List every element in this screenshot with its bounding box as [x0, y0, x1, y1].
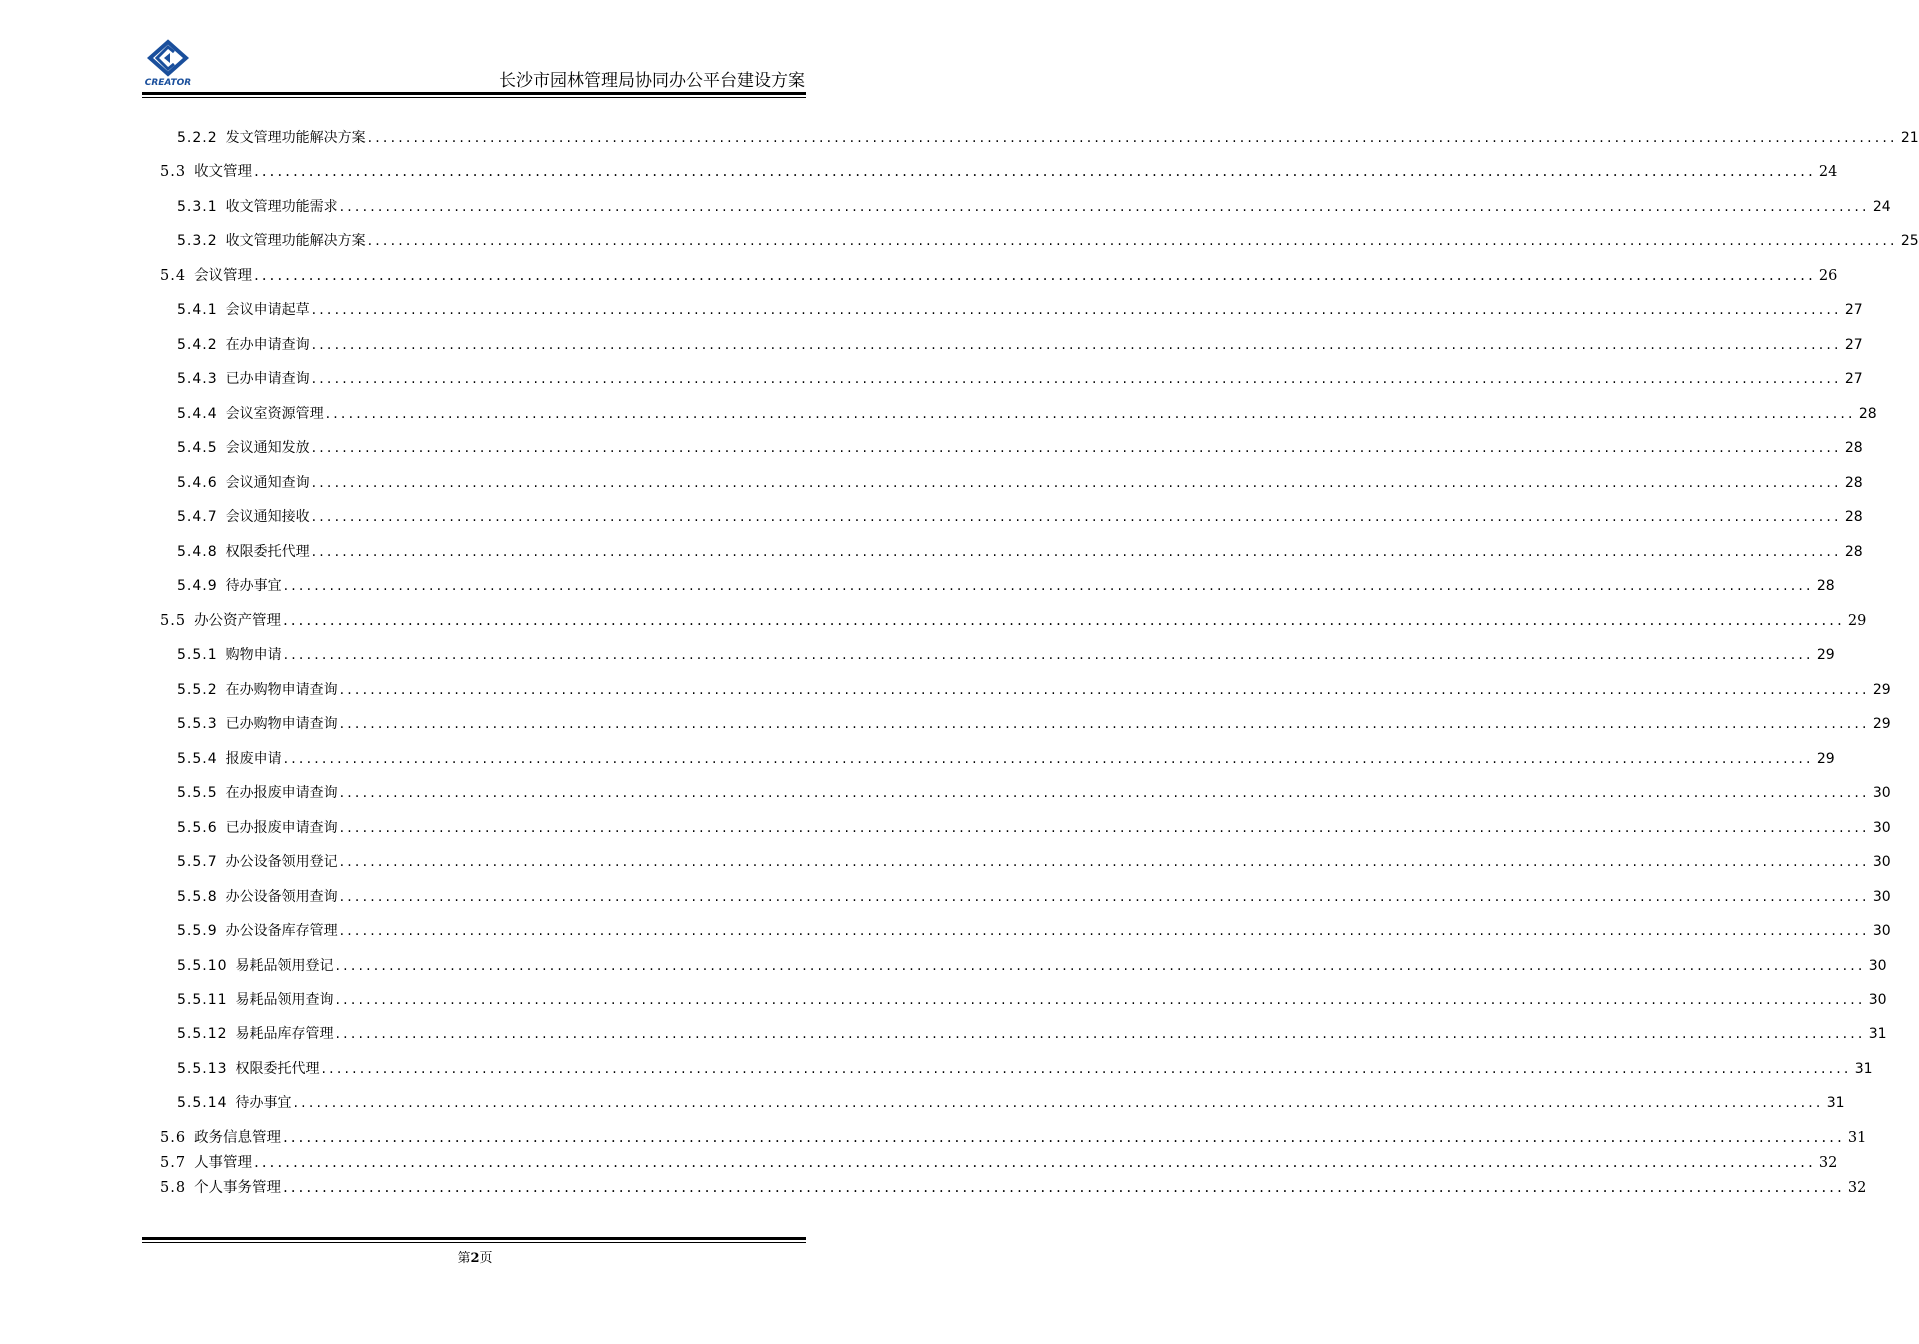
- toc-entry-number: 5.8: [160, 1179, 187, 1196]
- toc-leader-dots: ........................................................................................................................................................................................................: [339, 198, 1870, 215]
- toc-entry[interactable]: [177, 816, 1891, 840]
- toc-entry-title: 已办购物申请查询: [225, 716, 338, 733]
- toc-entry-title: 办公设备领用查询: [225, 888, 338, 905]
- toc-entry-page: 30: [1872, 923, 1891, 940]
- toc-entry[interactable]: [177, 540, 1863, 564]
- toc-entry-page: 27: [1844, 371, 1863, 388]
- toc-entry[interactable]: [177, 678, 1891, 702]
- toc-leader-dots: ........................................................................................................................................................................................................: [335, 1026, 1866, 1043]
- toc-leader-dots: ........................................................................................................................................................................................................: [283, 750, 1814, 767]
- toc-leader-dots: ........................................................................................................................................................................................................: [367, 130, 1898, 146]
- toc-entry[interactable]: [177, 195, 1891, 219]
- toc-leader-dots: ........................................................................................................................................................................................................: [311, 474, 1842, 491]
- toc-entry-title: 政务信息管理: [194, 1129, 282, 1146]
- toc-leader-dots: ........................................................................................................................................................................................................: [339, 716, 1870, 733]
- toc-entry[interactable]: [177, 333, 1863, 357]
- footer-rule-thin: [142, 1242, 806, 1243]
- toc-leader-dots: ........................................................................................................................................................................................................: [339, 819, 1870, 836]
- toc-leader-dots: ........................................................................................................................................................................................................: [339, 923, 1870, 940]
- toc-leader-dots: ........................................................................................................................................................................................................: [283, 1129, 1845, 1146]
- toc-entry-page: 31: [1826, 1095, 1845, 1112]
- toc-leader-dots: ........................................................................................................................................................................................................: [311, 440, 1842, 457]
- toc-entry-number: 5.4.5: [177, 440, 218, 457]
- toc-entry-title: 权限委托代理: [235, 1060, 320, 1077]
- toc-entry-page: 28: [1816, 578, 1835, 595]
- creator-logo-icon: [140, 40, 196, 80]
- toc-entry-page: 28: [1844, 474, 1863, 491]
- toc-entry[interactable]: [160, 1176, 1867, 1200]
- toc-entry-number: 5.4.9: [177, 578, 218, 595]
- toc-entry-number: 5.5.2: [177, 681, 218, 698]
- toc-entry-number: 5.5.3: [177, 716, 218, 733]
- toc-entry-number: 5.5.6: [177, 819, 218, 836]
- toc-leader-dots: ........................................................................................................................................................................................................: [283, 1179, 1845, 1196]
- toc-entry-page: 32: [1818, 1154, 1838, 1171]
- toc-entry-number: 5.3: [160, 164, 187, 181]
- toc-entry-page: 29: [1872, 681, 1891, 698]
- toc-entry[interactable]: [160, 1126, 1867, 1150]
- toc-entry-page: 21: [1900, 130, 1919, 146]
- toc-entry-number: 5.4.8: [177, 543, 218, 560]
- toc-entry-number: 5.3.1: [177, 198, 218, 215]
- toc-leader-dots: ........................................................................................................................................................................................................: [311, 371, 1842, 388]
- toc-entry-title: 个人事务管理: [194, 1179, 282, 1196]
- toc-entry-page: 30: [1868, 957, 1887, 974]
- toc-entry-number: 5.4.1: [177, 302, 218, 319]
- toc-entry-title: 在办报废申请查询: [225, 785, 338, 802]
- toc-entry[interactable]: [177, 471, 1863, 495]
- toc-entry-title: 人事管理: [194, 1154, 253, 1171]
- toc-entry-title: 会议申请起草: [225, 302, 310, 319]
- toc-entry[interactable]: [177, 850, 1891, 874]
- toc-entry-title: 办公资产管理: [194, 612, 282, 629]
- toc-entry[interactable]: [160, 1151, 1838, 1175]
- toc-entry[interactable]: [177, 402, 1877, 426]
- toc-entry-page: 30: [1868, 992, 1887, 1008]
- toc-entry-page: 30: [1872, 888, 1891, 905]
- toc-entry[interactable]: [160, 264, 1838, 288]
- toc-entry-number: 5.5.11: [177, 992, 228, 1008]
- toc-leader-dots: ........................................................................................................................................................................................................: [283, 612, 1845, 629]
- toc-leader-dots: ........................................................................................................................................................................................................: [367, 233, 1898, 250]
- toc-leader-dots: ........................................................................................................................................................................................................: [339, 854, 1870, 871]
- toc-entry-page: 24: [1818, 164, 1838, 181]
- toc-entry[interactable]: [177, 712, 1891, 736]
- toc-entry-number: 5.4.6: [177, 474, 218, 491]
- toc-entry-page: 30: [1872, 819, 1891, 836]
- toc-entry-number: 5.5.12: [177, 1026, 228, 1043]
- toc-entry[interactable]: [177, 781, 1891, 805]
- toc-entry[interactable]: [177, 885, 1891, 909]
- toc-leader-dots: ........................................................................................................................................................................................................: [335, 992, 1866, 1008]
- toc-entry-title: 在办购物申请查询: [225, 681, 338, 698]
- toc-leader-dots: ........................................................................................................................................................................................................: [311, 509, 1842, 526]
- toc-entry[interactable]: [177, 919, 1891, 943]
- toc-entry-page: 28: [1858, 405, 1877, 422]
- toc-leader-dots: ........................................................................................................................................................................................................: [283, 647, 1814, 664]
- toc-entry-number: 5.4: [160, 267, 187, 284]
- toc-entry-page: 31: [1868, 1026, 1887, 1043]
- toc-entry-title: 报废申请: [225, 750, 282, 767]
- page-number-value: 2: [470, 1251, 480, 1266]
- toc-entry-page: 28: [1844, 440, 1863, 457]
- toc-entry[interactable]: [177, 747, 1835, 771]
- toc-entry-number: 5.5.4: [177, 750, 218, 767]
- page-suffix: 页: [479, 1251, 493, 1266]
- toc-entry-number: 5.5.8: [177, 888, 218, 905]
- company-logo: [140, 40, 196, 92]
- toc-entry-page: 24: [1872, 198, 1891, 215]
- toc-entry-page: 31: [1847, 1129, 1867, 1146]
- toc-entry-page: 25: [1900, 233, 1919, 250]
- toc-entry[interactable]: [177, 126, 1919, 150]
- toc-entry-page: 27: [1844, 302, 1863, 319]
- toc-entry[interactable]: [177, 298, 1863, 322]
- toc-entry-title: 收文管理功能解决方案: [225, 233, 366, 250]
- toc-entry-page: 32: [1847, 1179, 1867, 1196]
- toc-entry-number: 5.3.2: [177, 233, 218, 250]
- toc-entry-title: 收文管理: [194, 164, 253, 181]
- toc-entry-title: 会议管理: [194, 267, 253, 284]
- toc-leader-dots: ........................................................................................................................................................................................................: [339, 681, 1870, 698]
- toc-leader-dots: ........................................................................................................................................................................................................: [283, 578, 1814, 595]
- toc-entry-number: 5.4.7: [177, 509, 218, 526]
- header-rule-thin: [142, 97, 806, 98]
- toc-leader-dots: ........................................................................................................................................................................................................: [311, 336, 1842, 353]
- toc-entry-title: 易耗品领用查询: [235, 992, 334, 1008]
- toc-leader-dots: ........................................................................................................................................................................................................: [254, 267, 1816, 284]
- toc-entry[interactable]: [177, 643, 1835, 667]
- toc-leader-dots: ........................................................................................................................................................................................................: [293, 1095, 1824, 1112]
- toc-entry-page: 28: [1844, 543, 1863, 560]
- header-rule: [142, 92, 806, 95]
- toc-entry-number: 5.5.14: [177, 1095, 228, 1112]
- toc-entry-number: 5.5.1: [177, 647, 218, 664]
- page-number: [0, 1247, 950, 1266]
- toc-entry-title: 已办申请查询: [225, 371, 310, 388]
- toc-leader-dots: ........................................................................................................................................................................................................: [339, 888, 1870, 905]
- toc-entry-page: 29: [1816, 647, 1835, 664]
- toc-leader-dots: ........................................................................................................................................................................................................: [325, 405, 1856, 422]
- toc-entry-title: 会议室资源管理: [225, 405, 324, 422]
- document-title: 长沙市园林管理局协同办公平台建设方案: [499, 71, 805, 91]
- page-prefix: 第: [457, 1251, 471, 1266]
- toc-entry-title: 会议通知接收: [225, 509, 310, 526]
- toc-entry[interactable]: [177, 436, 1863, 460]
- toc-leader-dots: ........................................................................................................................................................................................................: [254, 1154, 1816, 1171]
- toc-entry-title: 会议通知查询: [225, 474, 310, 491]
- footer-rule: [142, 1237, 806, 1240]
- toc-entry-page: 29: [1816, 750, 1835, 767]
- toc-entry-number: 5.5.13: [177, 1060, 228, 1077]
- toc-entry-title: 待办事宜: [235, 1095, 292, 1112]
- toc-leader-dots: ........................................................................................................................................................................................................: [311, 302, 1842, 319]
- toc-entry-title: 购物申请: [225, 647, 282, 664]
- toc-entry[interactable]: [177, 954, 1887, 978]
- toc-entry-number: 5.2.2: [177, 130, 218, 146]
- toc-entry-number: 5.5.10: [177, 957, 228, 974]
- toc-leader-dots: ........................................................................................................................................................................................................: [339, 785, 1870, 802]
- toc-leader-dots: ........................................................................................................................................................................................................: [254, 164, 1816, 181]
- toc-entry-title: 易耗品领用登记: [235, 957, 334, 974]
- toc-entry-page: 31: [1854, 1060, 1873, 1077]
- toc-entry-page: 29: [1872, 716, 1891, 733]
- toc-entry[interactable]: [177, 1091, 1845, 1115]
- toc-entry-page: 26: [1818, 267, 1838, 284]
- toc-entry-page: 30: [1872, 854, 1891, 871]
- toc-entry-number: 5.7: [160, 1154, 187, 1171]
- toc-entry[interactable]: [177, 574, 1835, 598]
- toc-entry[interactable]: [160, 160, 1838, 184]
- toc-entry-number: 5.4.4: [177, 405, 218, 422]
- toc-entry-title: 易耗品库存管理: [235, 1026, 334, 1043]
- toc-entry-title: 在办申请查询: [225, 336, 310, 353]
- toc-entry[interactable]: [177, 988, 1887, 1012]
- toc-entry-title: 办公设备领用登记: [225, 854, 338, 871]
- toc-entry-page: 28: [1844, 509, 1863, 526]
- toc-entry-number: 5.4.2: [177, 336, 218, 353]
- toc-entry-page: 30: [1872, 785, 1891, 802]
- toc-entry-title: 发文管理功能解决方案: [225, 130, 366, 146]
- toc-entry-number: 5.6: [160, 1129, 187, 1146]
- toc-entry-page: 27: [1844, 336, 1863, 353]
- toc-leader-dots: ........................................................................................................................................................................................................: [335, 957, 1866, 974]
- toc-entry-number: 5.5.9: [177, 923, 218, 940]
- toc-entry-title: 待办事宜: [225, 578, 282, 595]
- toc-entry-title: 办公设备库存管理: [225, 923, 338, 940]
- toc-entry-number: 5.4.3: [177, 371, 218, 388]
- toc-leader-dots: ........................................................................................................................................................................................................: [311, 543, 1842, 560]
- toc-entry-title: 收文管理功能需求: [225, 198, 338, 215]
- toc-entry[interactable]: [177, 229, 1919, 253]
- toc-entry-title: 权限委托代理: [225, 543, 310, 560]
- toc-entry-number: 5.5: [160, 612, 187, 629]
- toc-entry-title: 已办报废申请查询: [225, 819, 338, 836]
- toc-entry[interactable]: [160, 609, 1867, 633]
- toc-entry-page: 29: [1847, 612, 1867, 629]
- toc-entry[interactable]: [177, 1057, 1873, 1081]
- toc-entry-number: 5.5.5: [177, 785, 218, 802]
- toc-entry[interactable]: [177, 367, 1863, 391]
- logo-wordmark: CREATOR: [144, 78, 192, 88]
- toc-entry[interactable]: [177, 1022, 1887, 1046]
- toc-entry-title: 会议通知发放: [225, 440, 310, 457]
- toc-entry[interactable]: [177, 505, 1863, 529]
- toc-entry-number: 5.5.7: [177, 854, 218, 871]
- toc-leader-dots: ........................................................................................................................................................................................................: [321, 1060, 1852, 1077]
